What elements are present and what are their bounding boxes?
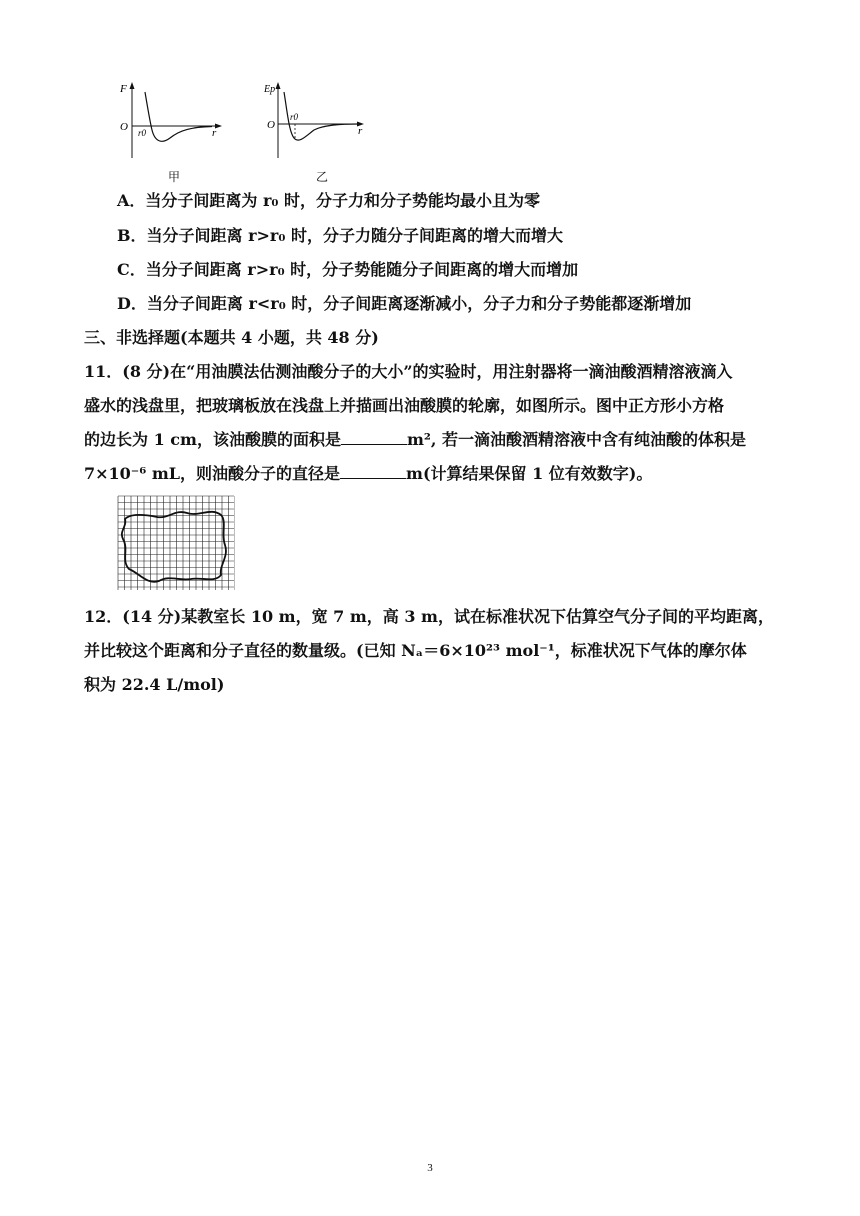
force-x-label: r	[212, 127, 217, 139]
option-b: B．当分子间距离 r>r₀ 时，分子力随分子间距离的增大而增大	[117, 226, 563, 245]
q11-line-1: 11．(8 分)在“用油膜法估测油酸分子的大小”的实验时，用注射器将一滴油酸酒精溶液滴入	[84, 362, 733, 381]
figure-caption-jia: 甲	[168, 170, 181, 184]
option-a: A．当分子间距离为 r₀ 时，分子力和分子势能均最小且为零	[117, 191, 540, 210]
q11-line-4-start: 7×10⁻⁶ mL，则油酸分子的直径是	[84, 464, 341, 483]
option-c: C．当分子间距离 r>r₀ 时，分子势能随分子间距离的增大而增加	[117, 260, 579, 279]
q12-line-2: 并比较这个距离和分子直径的数量级。(已知 Nₐ＝6×10²³ mol⁻¹，标准状况下气体的摩尔体	[84, 641, 747, 660]
page-number: 3	[427, 1162, 433, 1174]
q11-line-2: 盛水的浅盘里，把玻璃板放在浅盘上并描画出油酸膜的轮廓，如图所示。图中正方形小方格	[84, 396, 725, 415]
force-graph	[112, 80, 232, 162]
q11-line-4	[84, 463, 784, 485]
force-r0-label: r0	[138, 128, 147, 138]
energy-x-label: r	[358, 125, 363, 137]
option-d: D．当分子间距离 r<r₀ 时，分子间距离逐渐减小，分子力和分子势能都逐渐增加	[117, 294, 692, 313]
potential-energy-graph	[262, 80, 374, 162]
energy-origin-label: O	[267, 119, 275, 131]
force-origin-label: O	[120, 121, 128, 133]
figure-caption-yi: 乙	[316, 170, 329, 184]
q11-line-4-end: m(计算结果保留 1 位有效数字)。	[406, 464, 653, 483]
area-answer-blank[interactable]	[341, 430, 407, 445]
q12-line-1: 12．(14 分)某教室长 10 m，宽 7 m，高 3 m，试在标准状况下估算空气分子间的平均距离，	[84, 607, 774, 626]
q11-line-3	[84, 429, 784, 451]
oil-film-grid-figure	[117, 495, 235, 591]
q12-line-3: 积为 22.4 L/mol)	[84, 675, 225, 694]
diameter-answer-blank[interactable]	[340, 464, 406, 479]
force-y-label: F	[120, 83, 127, 95]
energy-r0-label: r0	[290, 112, 299, 122]
q11-line-3-end: m², 若一滴油酸酒精溶液中含有纯油酸的体积是	[406, 430, 747, 449]
energy-y-label: Ep	[264, 84, 276, 95]
section-title: 三、非选择题(本题共 4 小题，共 48 分)	[84, 328, 379, 347]
q11-line-3-start: 的边长为 1 cm，该油酸膜的面积是	[84, 430, 341, 449]
